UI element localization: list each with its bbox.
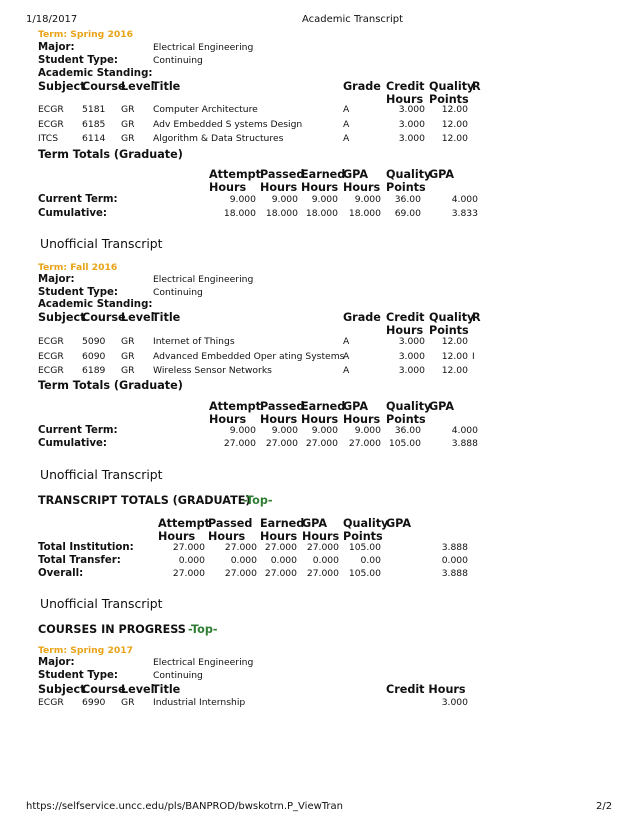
col-earned-hours: Earned Hours — [301, 168, 346, 194]
col-level: Level — [121, 311, 155, 324]
row-label: Cumulative: — [38, 208, 107, 219]
cell-subject: ECGR — [38, 336, 64, 347]
col-credit-hours: Credit Hours — [386, 311, 425, 337]
page-number: 2/2 — [596, 801, 613, 812]
cell-gpa: 0.000 — [441, 555, 468, 566]
cell-title: Industrial Internship — [153, 697, 246, 708]
cell-subject: ECGR — [38, 365, 64, 376]
cell-title: Internet of Things — [153, 336, 235, 347]
cell-gpa-hours: 9.000 — [354, 194, 381, 205]
cell-passed: 0.000 — [230, 555, 257, 566]
student-type-value: Continuing — [153, 287, 203, 298]
major-value: Electrical Engineering — [153, 657, 254, 668]
student-type-value: Continuing — [153, 55, 203, 66]
cell-grade: A — [343, 351, 350, 362]
cell-quality: 36.00 — [394, 425, 421, 436]
top-link[interactable]: -Top- — [243, 494, 273, 507]
col-grade: Grade — [343, 311, 381, 324]
col-quality-points: Quality Points — [429, 80, 475, 106]
term-totals-heading: Term Totals (Graduate) — [38, 148, 183, 161]
top-link[interactable]: -Top- — [188, 623, 218, 636]
unofficial-transcript-label: Unofficial Transcript — [40, 467, 163, 482]
cell-level: GR — [121, 133, 135, 144]
cell-credit: 3.000 — [398, 365, 425, 376]
cell-quality: 105.00 — [348, 542, 381, 553]
col-credit-hours: Credit Hours — [386, 80, 425, 106]
col-quality-points: Quality Points — [429, 311, 475, 337]
cell-quality: 12.00 — [441, 104, 468, 115]
cell-gpa-hours: 27.000 — [306, 542, 339, 553]
col-quality-points: Quality Points — [386, 400, 432, 426]
cell-grade: A — [343, 133, 350, 144]
cell-title: Advanced Embedded Oper ating Systems — [153, 351, 345, 362]
student-type-label: Student Type: — [38, 287, 118, 298]
cell-attempt: 27.000 — [172, 568, 205, 579]
cell-course: 6090 — [82, 351, 106, 362]
unofficial-transcript-label: Unofficial Transcript — [40, 596, 163, 611]
col-gpa: GPA — [386, 517, 412, 530]
col-title: Title — [152, 683, 181, 696]
major-label: Major: — [38, 274, 75, 285]
courses-in-progress-heading: COURSES IN PROGRESS — [38, 623, 186, 636]
cell-attempt: 27.000 — [223, 438, 256, 449]
cell-level: GR — [121, 336, 135, 347]
student-type-label: Student Type: — [38, 55, 118, 66]
term-heading-spring-2016: Term: Spring 2016 — [38, 29, 134, 40]
print-date: 1/18/2017 — [26, 14, 78, 25]
col-r: R — [472, 80, 481, 93]
cell-level: GR — [121, 351, 135, 362]
cell-gpa-hours: 0.000 — [312, 555, 339, 566]
cell-attempt: 9.000 — [229, 194, 256, 205]
cell-passed: 18.000 — [265, 208, 298, 219]
cell-passed: 27.000 — [224, 542, 257, 553]
major-label: Major: — [38, 42, 75, 53]
cell-attempt: 18.000 — [223, 208, 256, 219]
cell-attempt: 9.000 — [229, 425, 256, 436]
cell-gpa-hours: 27.000 — [306, 568, 339, 579]
cell-course: 5181 — [82, 104, 106, 115]
cell-subject: ECGR — [38, 351, 64, 362]
cell-attempt: 0.000 — [178, 555, 205, 566]
cell-attempt: 27.000 — [172, 542, 205, 553]
cell-gpa: 3.833 — [451, 208, 478, 219]
col-level: Level — [121, 80, 155, 93]
cell-quality: 12.00 — [441, 336, 468, 347]
col-course: Course — [82, 311, 126, 324]
col-subject: Subject — [38, 683, 86, 696]
cell-credit: 3.000 — [398, 351, 425, 362]
cell-earned: 27.000 — [305, 438, 338, 449]
cell-grade: A — [343, 365, 350, 376]
cell-gpa-hours: 9.000 — [354, 425, 381, 436]
cell-course: 6114 — [82, 133, 106, 144]
cell-gpa: 3.888 — [451, 438, 478, 449]
cell-earned: 0.000 — [270, 555, 297, 566]
col-course: Course — [82, 80, 126, 93]
col-attempt-hours: Attempt Hours — [209, 168, 261, 194]
col-title: Title — [152, 80, 181, 93]
cell-gpa: 3.888 — [441, 542, 468, 553]
row-label: Total Transfer: — [38, 555, 121, 566]
col-earned-hours: Earned Hours — [301, 400, 346, 426]
cell-title: Wireless Sensor Networks — [153, 365, 272, 376]
col-course: Course — [82, 683, 126, 696]
col-passed-hours: Passed Hours — [208, 517, 253, 543]
cell-credit: 3.000 — [398, 133, 425, 144]
col-credit-hours: Credit Hours — [386, 683, 466, 696]
row-label: Overall: — [38, 568, 84, 579]
col-gpa-hours: GPA Hours — [343, 400, 381, 426]
col-level: Level — [121, 683, 155, 696]
cell-credit: 3.000 — [398, 104, 425, 115]
cell-level: GR — [121, 119, 135, 130]
col-attempt-hours: Attempt Hours — [158, 517, 210, 543]
cell-level: GR — [121, 104, 135, 115]
col-earned-hours: Earned Hours — [260, 517, 305, 543]
cell-gpa: 3.888 — [441, 568, 468, 579]
academic-standing-label: Academic Standing: — [38, 68, 153, 79]
cell-course: 6185 — [82, 119, 106, 130]
cell-earned: 9.000 — [311, 194, 338, 205]
student-type-value: Continuing — [153, 670, 203, 681]
cell-grade: A — [343, 119, 350, 130]
page-url: https://selfservice.uncc.edu/pls/BANPROD/bwskotrn.P_ViewTran — [26, 801, 344, 812]
cell-quality: 105.00 — [348, 568, 381, 579]
cell-credit: 3.000 — [441, 697, 468, 708]
cell-grade: A — [343, 104, 350, 115]
major-value: Electrical Engineering — [153, 274, 254, 285]
cell-quality: 0.00 — [360, 555, 381, 566]
row-label: Cumulative: — [38, 438, 107, 449]
cell-course: 5090 — [82, 336, 106, 347]
col-quality-points: Quality Points — [343, 517, 389, 543]
cell-title: Computer Architecture — [153, 104, 258, 115]
student-type-label: Student Type: — [38, 670, 118, 681]
cell-passed: 9.000 — [271, 425, 298, 436]
cell-level: GR — [121, 697, 135, 708]
cell-passed: 9.000 — [271, 194, 298, 205]
cell-gpa: 4.000 — [451, 425, 478, 436]
major-value: Electrical Engineering — [153, 42, 254, 53]
cell-quality: 12.00 — [441, 365, 468, 376]
unofficial-transcript-label: Unofficial Transcript — [40, 236, 163, 251]
row-label: Total Institution: — [38, 542, 134, 553]
academic-standing-label: Academic Standing: — [38, 299, 153, 310]
cell-quality: 12.00 — [441, 119, 468, 130]
cell-title: Adv Embedded S ystems Design — [153, 119, 303, 130]
row-label: Current Term: — [38, 425, 118, 436]
cell-gpa: 4.000 — [451, 194, 478, 205]
cell-quality: 69.00 — [394, 208, 421, 219]
cell-earned: 27.000 — [264, 568, 297, 579]
cell-earned: 18.000 — [305, 208, 338, 219]
cell-earned: 9.000 — [311, 425, 338, 436]
cell-quality: 36.00 — [394, 194, 421, 205]
cell-passed: 27.000 — [265, 438, 298, 449]
cell-quality: 12.00 — [441, 351, 468, 362]
cell-credit: 3.000 — [398, 336, 425, 347]
page-title: Academic Transcript — [302, 14, 404, 25]
cell-subject: ECGR — [38, 104, 64, 115]
cell-subject: ITCS — [38, 133, 59, 144]
col-r: R — [472, 311, 481, 324]
cell-passed: 27.000 — [224, 568, 257, 579]
cell-credit: 3.000 — [398, 119, 425, 130]
col-attempt-hours: Attempt Hours — [209, 400, 261, 426]
cell-course: 6189 — [82, 365, 106, 376]
col-gpa: GPA — [429, 168, 455, 181]
col-passed-hours: Passed Hours — [260, 400, 305, 426]
term-heading-spring-2017: Term: Spring 2017 — [38, 645, 134, 656]
row-label: Current Term: — [38, 194, 118, 205]
col-subject: Subject — [38, 311, 86, 324]
col-subject: Subject — [38, 80, 86, 93]
term-heading-fall-2016: Term: Fall 2016 — [38, 262, 118, 273]
cell-r: I — [472, 351, 475, 362]
cell-level: GR — [121, 365, 135, 376]
cell-subject: ECGR — [38, 119, 64, 130]
transcript-totals-heading: TRANSCRIPT TOTALS (GRADUATE) — [38, 494, 251, 507]
cell-quality: 12.00 — [441, 133, 468, 144]
col-grade: Grade — [343, 80, 381, 93]
col-title: Title — [152, 311, 181, 324]
cell-course: 6990 — [82, 697, 106, 708]
cell-grade: A — [343, 336, 350, 347]
cell-title: Algorithm & Data Structures — [153, 133, 284, 144]
col-gpa-hours: GPA Hours — [302, 517, 340, 543]
major-label: Major: — [38, 657, 75, 668]
term-totals-heading: Term Totals (Graduate) — [38, 379, 183, 392]
cell-quality: 105.00 — [388, 438, 421, 449]
cell-gpa-hours: 27.000 — [348, 438, 381, 449]
col-passed-hours: Passed Hours — [260, 168, 305, 194]
cell-earned: 27.000 — [264, 542, 297, 553]
col-quality-points: Quality Points — [386, 168, 432, 194]
cell-subject: ECGR — [38, 697, 64, 708]
cell-gpa-hours: 18.000 — [348, 208, 381, 219]
col-gpa-hours: GPA Hours — [343, 168, 381, 194]
col-gpa: GPA — [429, 400, 455, 413]
